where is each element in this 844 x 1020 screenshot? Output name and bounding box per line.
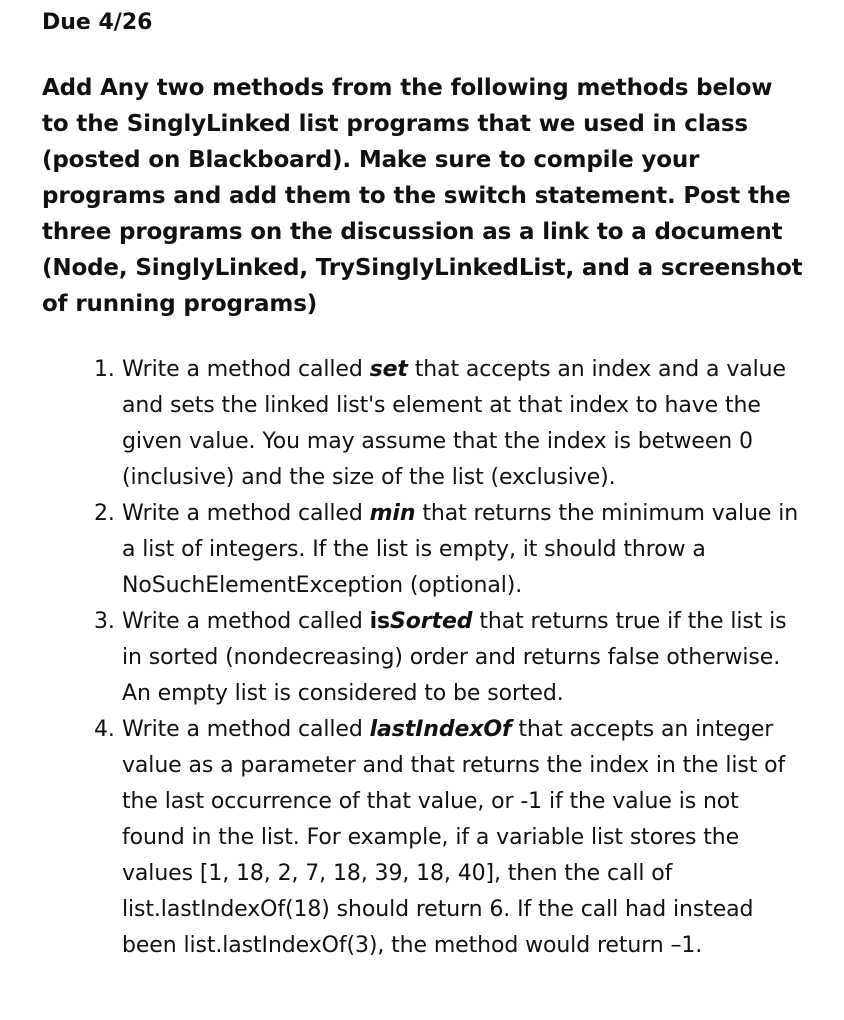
task-text-before: Write a method called xyxy=(122,501,370,526)
task-lastindexof-method xyxy=(94,712,804,964)
assignment-instructions: Add Any two methods from the following methods below to the SinglyLinked list programs that we used in class (posted on Blackboard). Make sure to compile your programs and add them to the switch statement. Post the three programs on the discussion as a link to a document (Node, SinglyLinked, TrySinglyLinkedList, and a screenshot of running programs) xyxy=(42,75,803,317)
method-name-min: min xyxy=(369,501,416,526)
method-name-lastindexof: lastIndexOf xyxy=(369,717,512,742)
task-number: 4. xyxy=(94,717,115,742)
task-number: 2. xyxy=(94,501,115,526)
task-text-before: Write a method called xyxy=(122,609,370,634)
method-name-sorted: Sorted xyxy=(390,609,473,634)
task-number: 3. xyxy=(94,609,115,634)
task-text-before: Write a method called xyxy=(122,717,370,742)
method-task-list xyxy=(42,352,804,964)
task-text-after: that accepts an integer value as a parameter and that returns the index in the list of the last occurrence of that value, or -1 if the value is not found in the list. For example, if a variable list stores the values [1, 18, 2, 7, 18, 39, 18, 40], then the call of list.lastIndexOf(18) should return 6. If the call had instead been list.lastIndexOf(3), the method would return –1. xyxy=(122,717,786,958)
due-date: Due 4/26 xyxy=(42,10,153,35)
task-text-after: that returns the minimum value in a list of integers. If the list is empty, it should throw a NoSuchElementException (optional). xyxy=(122,501,799,598)
method-name-prefix-is: is xyxy=(369,609,391,634)
task-text-after: that accepts an index and a value and sets the linked list's element at that index to have the given value. You may assume that the index is between 0 (inclusive) and the size of the list (exclusive). xyxy=(122,357,786,490)
task-min-method xyxy=(94,496,804,604)
task-text-after: that returns true if the list is in sorted (nondecreasing) order and returns false otherwise. An empty list is considered to be sorted. xyxy=(122,609,787,706)
task-text-before: Write a method called xyxy=(122,357,370,382)
method-name-set: set xyxy=(369,357,408,382)
task-number: 1. xyxy=(94,357,115,382)
task-issorted-method xyxy=(94,604,804,712)
task-set-method xyxy=(94,352,804,496)
